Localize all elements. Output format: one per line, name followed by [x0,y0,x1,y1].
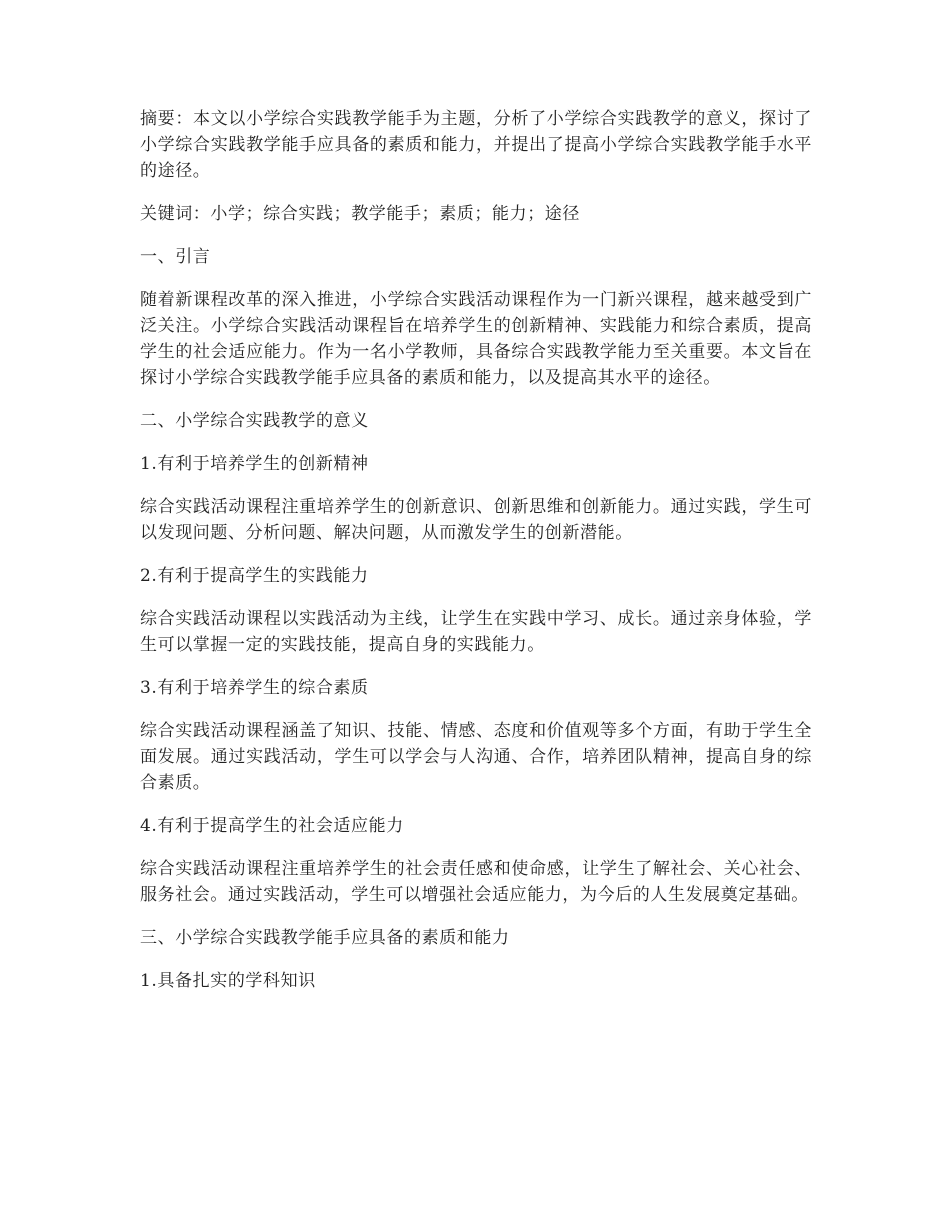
body-paragraph: 综合实践活动课程以实践活动为主线，让学生在实践中学习、成长。通过亲身体验，学生可以掌握一定的实践技能，提高自身的实践能力。 [140,609,812,655]
section-heading-qualities: 三、小学综合实践教学能手应具备的素质和能力 [140,928,510,948]
abstract-paragraph: 摘要：本文以小学综合实践教学能手为主题，分析了小学综合实践教学的意义，探讨了小学综合实践教学能手应具备的素质和能力，并提出了提高小学综合实践教学能手水平的途径。 [140,109,812,181]
body-paragraph: 综合实践活动课程注重培养学生的创新意识、创新思维和创新能力。通过实践，学生可以发现问题、分析问题、解决问题，从而激发学生的创新潜能。 [140,497,812,543]
subheading-subject-knowledge: 1.具备扎实的学科知识 [140,971,316,991]
subheading-innovation: 1.有利于培养学生的创新精神 [140,454,369,474]
section-heading-significance: 二、小学综合实践教学的意义 [140,411,369,431]
subheading-social-adaptation: 4.有利于提高学生的社会适应能力 [140,816,404,836]
body-paragraph: 随着新课程改革的深入推进，小学综合实践活动课程作为一门新兴课程，越来越受到广泛关注。小学综合实践活动课程旨在培养学生的创新精神、实践能力和综合素质，提高学生的社会适应能力。作为一名小学教师，具备综合实践教学能力至关重要。本文旨在探讨小学综合实践教学能手应具备的素质和能力，以及提高其水平的途径。 [140,290,812,388]
document-page [140,106,812,1011]
body-paragraph: 综合实践活动课程注重培养学生的社会责任感和使命感，让学生了解社会、关心社会、服务社会。通过实践活动，学生可以增强社会适应能力，为今后的人生发展奠定基础。 [140,859,812,905]
section-heading-introduction: 一、引言 [140,247,211,267]
keywords-line: 关键词：小学；综合实践；教学能手；素质；能力；途径 [140,204,580,224]
subheading-practice: 2.有利于提高学生的实践能力 [140,566,369,586]
subheading-comprehensive: 3.有利于培养学生的综合素质 [140,678,369,698]
body-paragraph: 综合实践活动课程涵盖了知识、技能、情感、态度和价值观等多个方面，有助于学生全面发展。通过实践活动，学生可以学会与人沟通、合作，培养团队精神，提高自身的综合素质。 [140,721,812,793]
